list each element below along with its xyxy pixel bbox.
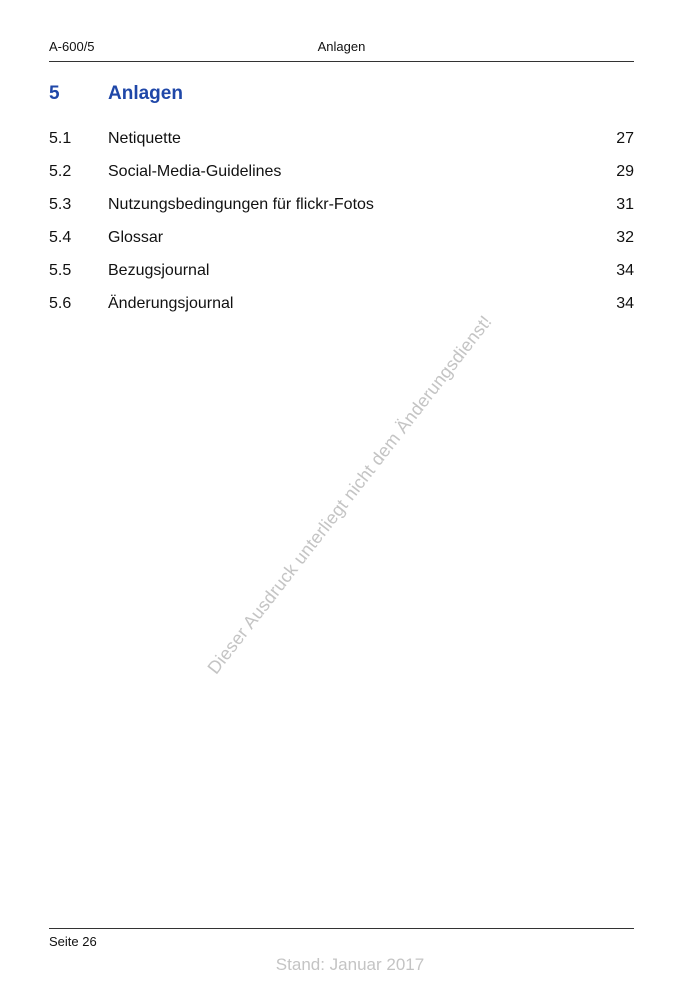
toc-row — [49, 261, 634, 294]
toc-title: Social-Media-Guidelines — [108, 163, 282, 180]
toc-page-number: 34 — [616, 295, 634, 312]
toc-page-number: 34 — [616, 262, 634, 279]
toc-title: Netiquette — [108, 130, 181, 147]
document-id: A-600/5 — [49, 39, 95, 54]
watermark-text: Dieser Ausdruck unterliegt nicht dem Änderungsdienst! — [203, 311, 496, 678]
toc-title: Änderungsjournal — [108, 295, 234, 312]
chapter-title: Anlagen — [108, 83, 183, 104]
toc-row — [49, 162, 634, 195]
table-of-contents — [49, 129, 634, 327]
toc-number: 5.3 — [49, 196, 72, 213]
toc-row — [49, 228, 634, 261]
toc-page-number: 31 — [616, 196, 634, 213]
page-footer — [49, 928, 634, 949]
header-section-title: Anlagen — [317, 39, 366, 54]
toc-row — [49, 129, 634, 162]
toc-page-number: 32 — [616, 229, 634, 246]
toc-title: Bezugsjournal — [108, 262, 210, 279]
toc-title: Nutzungsbedingungen für flickr-Fotos — [108, 196, 374, 213]
toc-page-number: 27 — [616, 130, 634, 147]
toc-number: 5.5 — [49, 262, 72, 279]
toc-number: 5.1 — [49, 130, 72, 147]
page-header — [49, 39, 634, 62]
toc-row — [49, 294, 634, 327]
chapter-heading — [49, 83, 634, 109]
toc-title: Glossar — [108, 229, 164, 246]
chapter-number: 5 — [49, 83, 60, 104]
toc-number: 5.2 — [49, 163, 72, 180]
toc-number: 5.6 — [49, 295, 72, 312]
revision-date: Stand: Januar 2017 — [275, 955, 425, 974]
toc-number: 5.4 — [49, 229, 72, 246]
page-number-label: Seite 26 — [49, 934, 97, 949]
toc-page-number: 29 — [616, 163, 634, 180]
toc-row — [49, 195, 634, 228]
